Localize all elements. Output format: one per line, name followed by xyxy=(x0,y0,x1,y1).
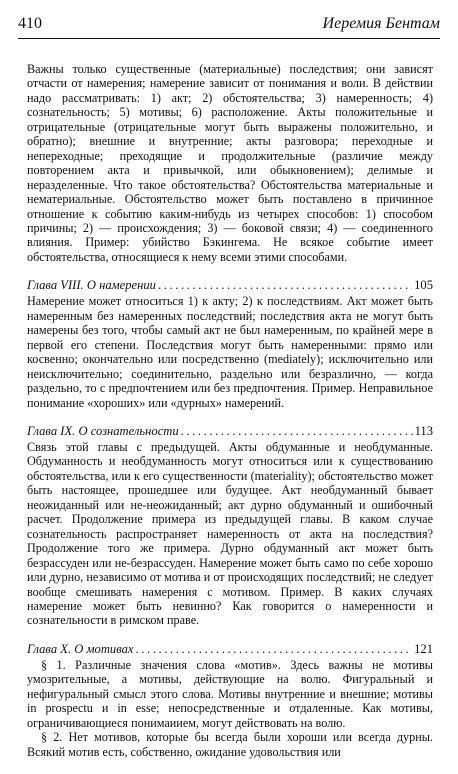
section-page-number: 113 xyxy=(414,423,433,438)
section-chapter-10 xyxy=(27,642,433,759)
page-header xyxy=(18,15,440,35)
header-rule xyxy=(18,38,440,39)
page-number: 410 xyxy=(18,15,42,32)
section-paragraph: § 1. Различные значения слова «мотив». Здесь важны не мотивы умозрительные, а мотивы, действующие на волю. Фигуральный и нефигуральный смысл этого слова. Мотивы внутренние и внешние; мотивы in prospectu и in esse; непосредственные и отдаленные. Как мотивы, ограничивающиеся понимаиием, могут действовать на волю. xyxy=(27,657,433,730)
section-page-number: 105 xyxy=(414,278,433,293)
section-paragraph: Связь этой главы с предыдущей. Акты обдуманные и необдуманные. Обдуманность и необдуманность могут относиться или к существованию обстоятельства, или к его существенности (materiality); обстоятельство может быть настоящее, прошедшее или будущее. Акт необдуманный бывает неожиданный или не-неожиданный; акт дурно обдуманный и ошибочный расчет. Продолжение примера из предыдущей главы. В каком случае сознательность распространяет намеренность от акта на последствия? Продолжение того же примера. Дурно обдуманный акт может быть безрассуден или не-безрассуден. Намерение может быть само по себе хорошо или дурно, независимо от мотива и от происходящих последствий; не следует вообще смешивать намерения с мотивом. Пример. В каких случаях намерение может быть невинно? Как говорится о намеренности и сознательности в римском праве. xyxy=(27,439,433,628)
dot-leader xyxy=(158,278,412,293)
section-heading xyxy=(27,424,433,439)
running-title: Иеремия Бентам xyxy=(322,15,440,32)
section-chapter-9 xyxy=(27,424,433,628)
section-title: Глава X. О мотивах xyxy=(27,641,134,656)
page-body xyxy=(27,62,433,759)
dot-leader xyxy=(181,424,413,439)
section-chapter-8 xyxy=(27,278,433,410)
dot-leader xyxy=(136,642,413,657)
section-title: Глава VIII. О намерении xyxy=(27,278,156,293)
intro-paragraph: Важны только существенные (материальные) последствия; они зависят отчасти от намерения; намерение зависит от понимания и воли. В действии надо рассматривать: 1) акт; 2) обстоятельства; 3) намеренность; 4) сознательность; 5) мотивы; 6) расположение. Акты положительные и отрицательные (отрицательные могут быть выражены положительно, и обратно); внешние и внутренние; акты разговора; переходные и непереходные; преходящие и продолжительные (различие между повторением акта и привычкой, или обыкновением); делимые и неразделенные. Что такое обстоятельства? Обстоятельства материальные и нематериальные. Обстоятельство может быть поставлено в причинное отношение к событию каким-нибудь из четырех способов: 1) способом причины; 2) — происхождения; 3) — боковой связи; 4) — соединенного влияния. Пример: убийство Бэкингема. Не всякое событие имеет обстоятельства, относящиеся к нему всеми этими способами. xyxy=(27,62,433,264)
section-title: Глава IX. О сознательности xyxy=(27,423,179,438)
section-page-number: 121 xyxy=(414,641,433,656)
section-heading xyxy=(27,278,433,293)
section-paragraph: § 2. Нет мотивов, которые бы всегда были хороши или всегда дурны. Всякий мотив есть, собственно, ожидание удовольствия или xyxy=(27,730,433,759)
section-paragraph: Намерение может относиться 1) к акту; 2) к последствиям. Акт может быть намеренным без намеренных последствий; последствия акта не могут быть намерены без того, чтобы самый акт не был намеренным, по крайней мере в первой его степени. Последствия могут быть намеренными: прямо или косвенно; окончательно или посредственно (mediately); исключительно или неисключительно; соединительно, раздельно или безразлично, — когда раздельно, то с предпочтением или без предпочтения. Пример. Неправильное понимание «хороших» или «дурных» намерений. xyxy=(27,294,433,410)
section-heading xyxy=(27,642,433,657)
